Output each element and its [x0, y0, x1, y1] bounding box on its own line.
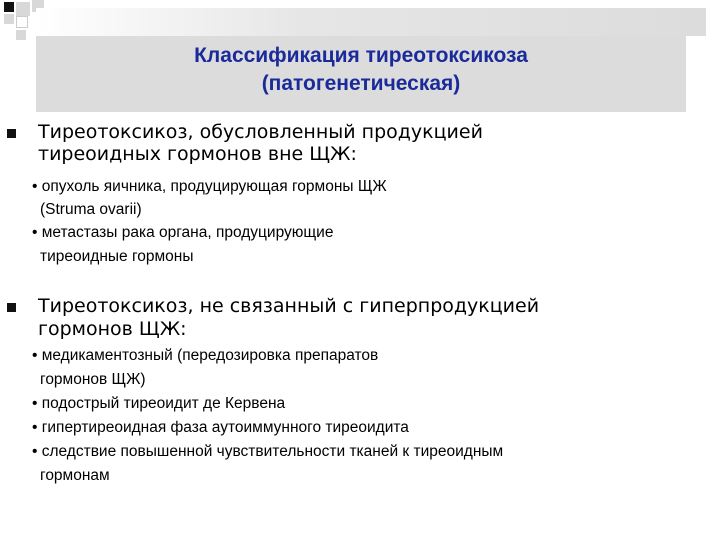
square-bullet-icon: [7, 303, 16, 312]
list-item: • медикаментозный (передозировка препаратов: [32, 347, 379, 364]
list-item: гормонов ЩЖ): [40, 371, 146, 388]
title-line-1: Классификация тиреотоксикоза: [194, 44, 528, 67]
list-item: гормонам: [40, 467, 110, 484]
section-heading-2-line-1: Тиреотоксикоз, не связанный с гиперпродукцией: [38, 295, 540, 317]
list-item: • следствие повышенной чувствительности тканей к тиреоидным: [32, 443, 504, 460]
decor-square-grey: [4, 14, 14, 24]
list-item: • подострый тиреоидит де Кервена: [32, 395, 286, 412]
list-item: • опухоль яичника, продуцирующая гормоны ЩЖ: [32, 178, 387, 195]
decor-square-white: [16, 16, 28, 28]
decor-square-grey: [16, 2, 30, 16]
title-line-2: (патогенетическая): [261, 72, 461, 95]
list-item: тиреоидные гормоны: [40, 248, 194, 265]
section-heading-1-line-1: Тиреотоксикоз, обусловленный продукцией: [38, 121, 483, 143]
slide-title: [36, 42, 686, 98]
list-item: • гипертиреоидная фаза аутоиммунного тиреоидита: [32, 419, 409, 436]
section-heading-2-line-2: гормонов ЩЖ:: [38, 318, 187, 340]
square-bullet-icon: [7, 129, 16, 138]
list-item: (Struma ovarii): [40, 201, 142, 218]
title-top-band: [36, 8, 706, 36]
decor-square-black: [4, 2, 14, 12]
decor-square-grey: [16, 30, 26, 40]
list-item: • метастазы рака органа, продуцирующие: [32, 224, 334, 241]
section-heading-1-line-2: тиреоидных гормонов вне ЩЖ:: [38, 143, 357, 165]
